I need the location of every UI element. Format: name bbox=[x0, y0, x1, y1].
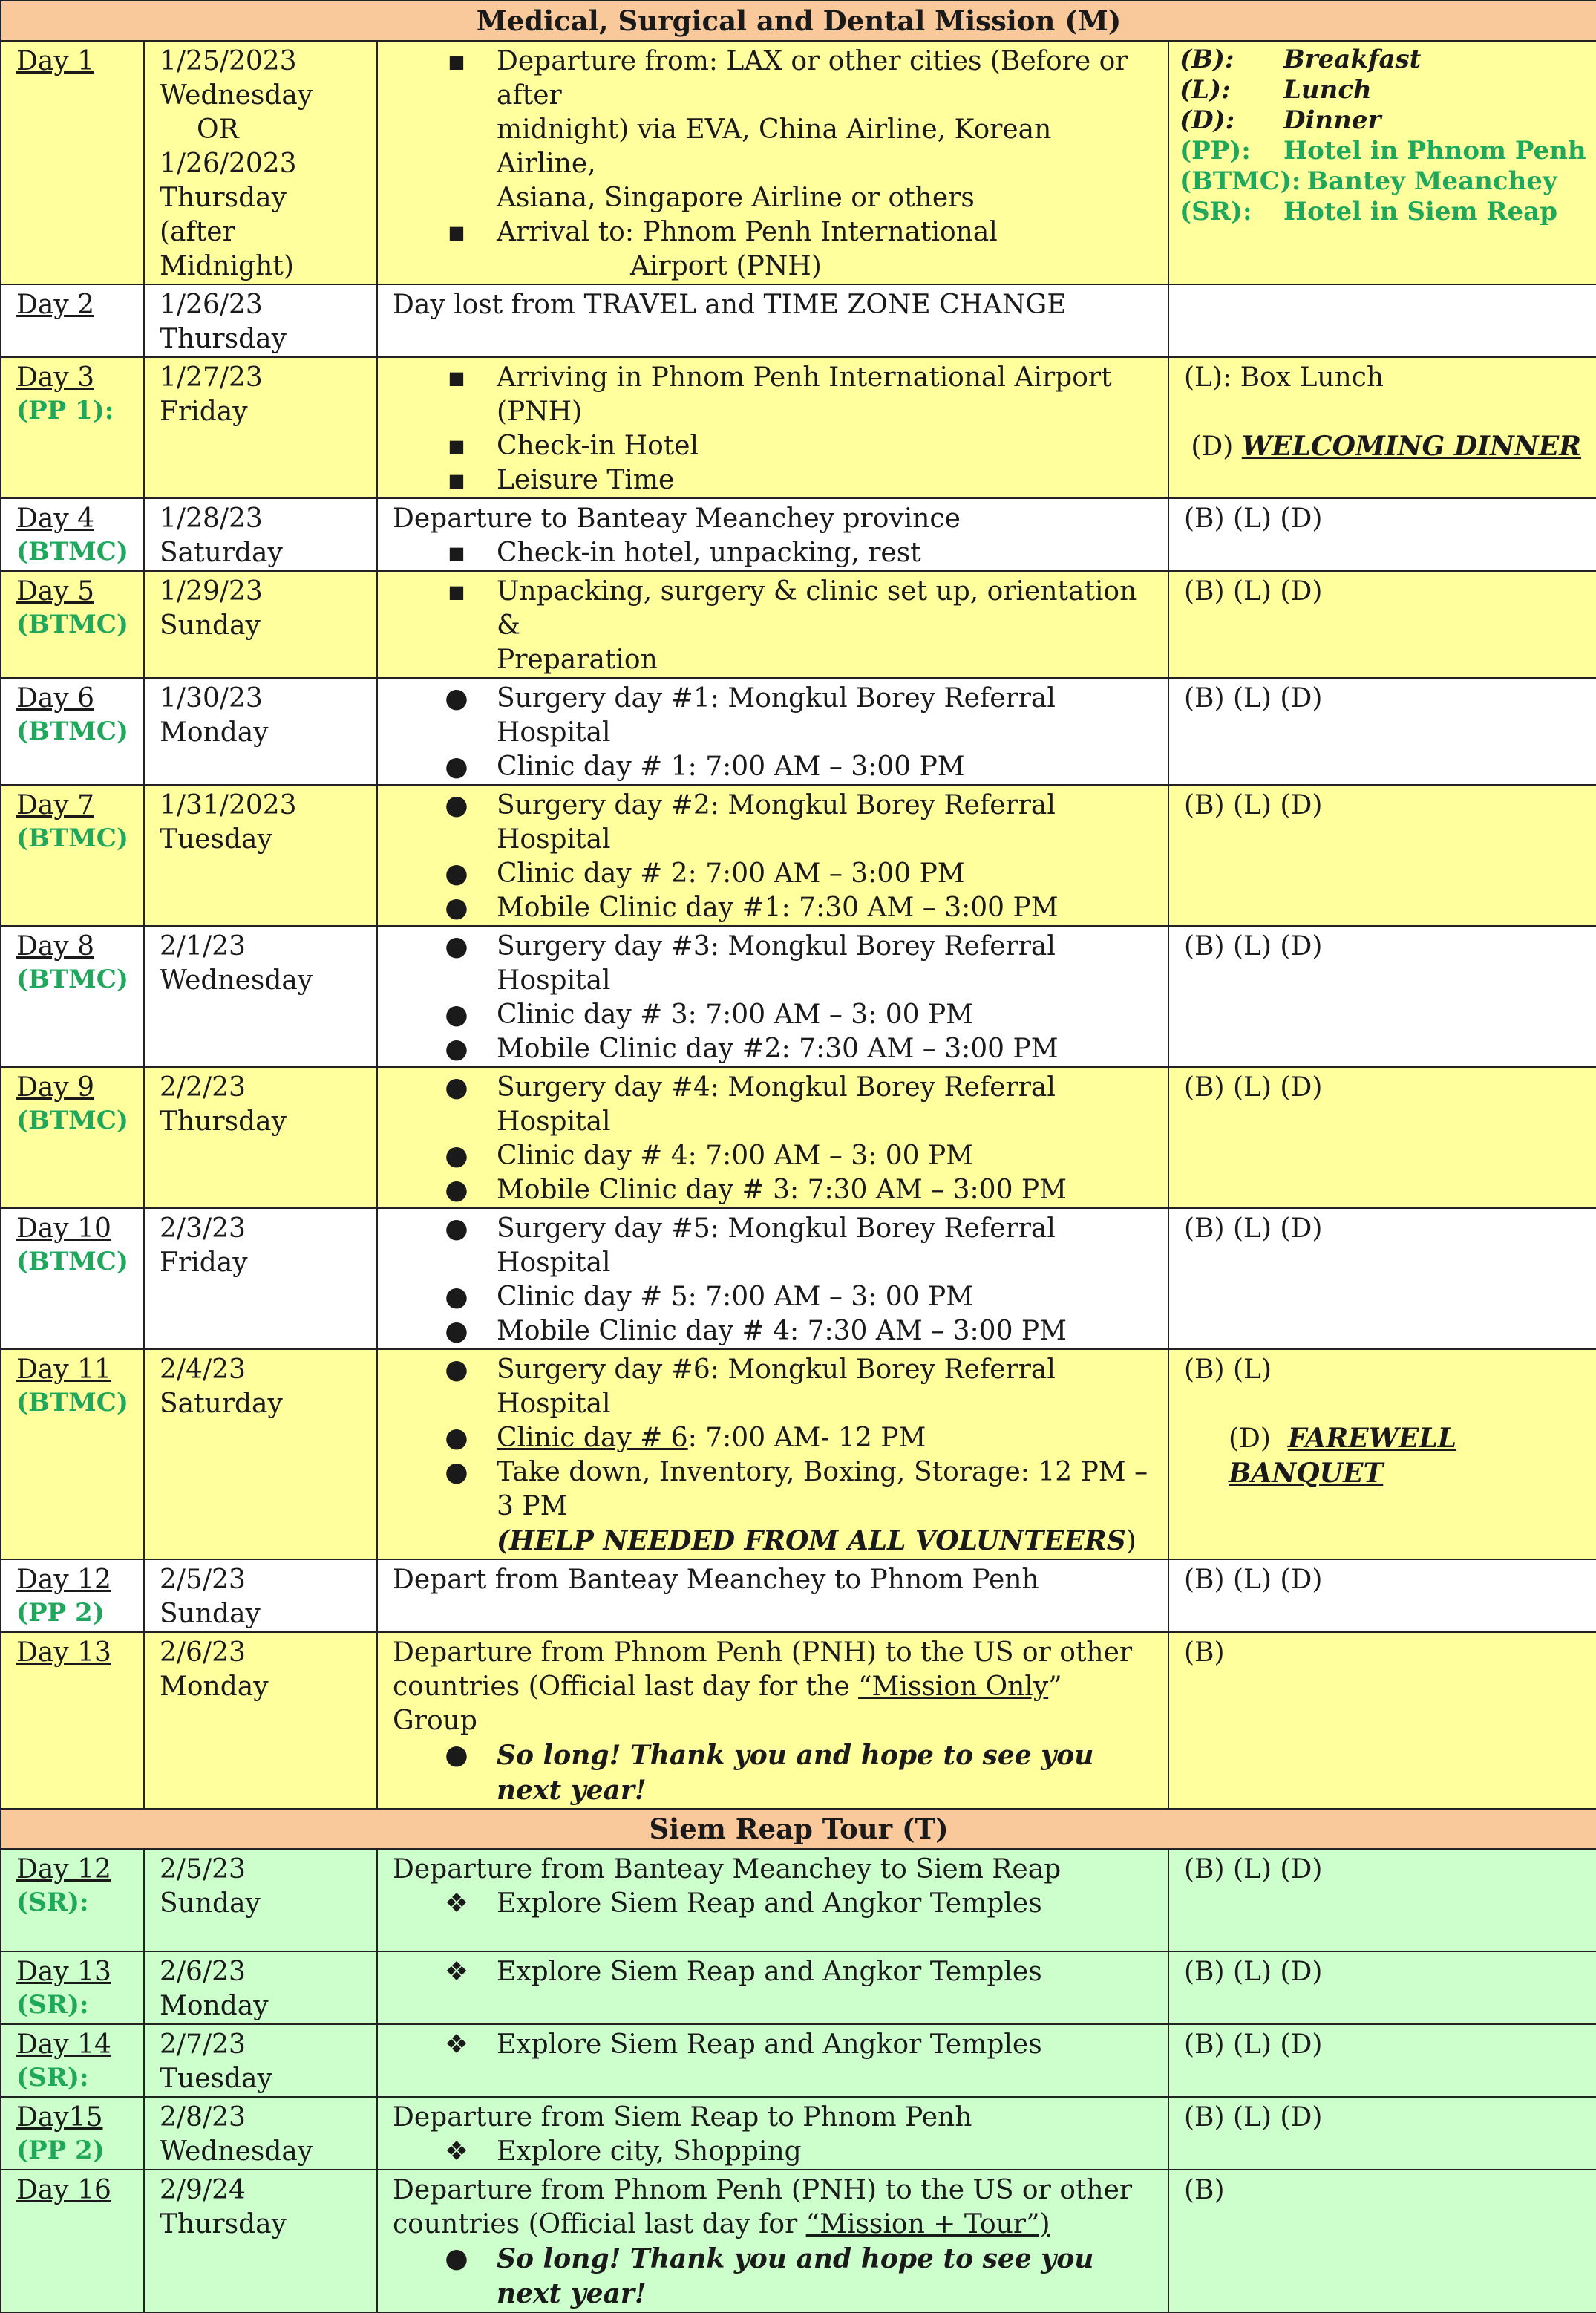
day-label: Day 13 bbox=[16, 1637, 111, 1668]
day-label: Day 16 bbox=[16, 2175, 111, 2205]
dot-bullet-icon: ● bbox=[445, 931, 468, 962]
dot-bullet-icon: ● bbox=[445, 1316, 468, 1346]
table-row: Day 16 2/9/24 Thursday Departure from Phnom Penh (PNH) to the US or other countries (Official last day for “Mission + Tour”) ● So long! Thank you and hope to see you next year! (B) bbox=[1, 2170, 1596, 2312]
meals: (B) (L) (D) bbox=[1184, 1213, 1323, 1244]
table-row: Day 10 (BTMC) 2/3/23 Friday ● Surgery day #5: Mongkul Borey Referral Hospital ● Clinic day # 5: 7:00 AM – 3: 00 PM ● Mobile Clinic day # 4: 7:30 AM – 3:00 PM (B) (L) (D) bbox=[1, 1208, 1596, 1349]
meals: (B) (L) bbox=[1184, 1354, 1272, 1385]
square-bullet-icon: ■ bbox=[448, 368, 465, 388]
legend-lunch: (L): Lunch bbox=[1180, 75, 1372, 105]
legend-btmc: (BTMC): Bantey Meanchey bbox=[1180, 166, 1557, 196]
table-row: Day 2 1/26/23 Thursday Day lost from TRAVEL and TIME ZONE CHANGE bbox=[1, 284, 1596, 357]
location-tag: (PP 2) bbox=[16, 2136, 105, 2165]
activity-list bbox=[393, 1955, 1153, 1989]
activity-text: Departure from Phnom Penh (PNH) to the US or other bbox=[393, 2175, 1133, 2205]
square-bullet-icon: ■ bbox=[448, 581, 465, 602]
table-row: Day 12 (PP 2) 2/5/23 Sunday Depart from Banteay Meanchey to Phnom Penh (B) (L) (D) bbox=[1, 1559, 1596, 1632]
list-item: ● Surgery day #4: Mongkul Borey Referral Hospital bbox=[393, 1071, 1153, 1139]
day-label: Day 11 bbox=[16, 1354, 111, 1385]
square-bullet-icon: ■ bbox=[448, 543, 465, 564]
activity-text: countries (Official last day for “Mission + Tour”) bbox=[393, 2209, 1050, 2239]
table-row: Day 11 (BTMC) 2/4/23 Saturday ● Surgery day #6: Mongkul Borey Referral Hospital ● Clinic day # 6: 7:00 AM- 12 PM ● Take down, Inventory, Boxing, Storage: 12 PM – 3 PM (HELP NEEDED FROM ALL VOLUNTEERS) (B) (L) (D) FAREWELL BANQUET bbox=[1, 1349, 1596, 1559]
activity-list bbox=[393, 2135, 1153, 2169]
date: 1/25/2023 bbox=[160, 46, 297, 76]
table-row: Day 6 (BTMC) 1/30/23 Monday ● Surgery day #1: Mongkul Borey Referral Hospital ● Clinic day # 1: 7:00 AM – 3:00 PM (B) (L) (D) bbox=[1, 678, 1596, 785]
meals: (B) (L) (D) bbox=[1184, 2029, 1323, 2060]
meals: (B) bbox=[1184, 1637, 1225, 1668]
dot-bullet-icon: ● bbox=[445, 751, 468, 782]
dot-bullet-icon: ● bbox=[445, 1354, 468, 1385]
day-label: Day 5 bbox=[16, 576, 95, 607]
dot-bullet-icon: ● bbox=[445, 683, 468, 714]
location-tag: (SR): bbox=[16, 1888, 89, 1917]
location-tag: (SR): bbox=[16, 2063, 89, 2092]
dot-bullet-icon: ● bbox=[445, 790, 468, 821]
day-label: Day 2 bbox=[16, 290, 95, 320]
table-row: Day 9 (BTMC) 2/2/23 Thursday ● Surgery day #4: Mongkul Borey Referral Hospital ● Clinic day # 4: 7:00 AM – 3: 00 PM ● Mobile Clinic day # 3: 7:30 AM – 3:00 PM (B) (L) (D) bbox=[1, 1067, 1596, 1208]
location-tag: (SR): bbox=[16, 1990, 89, 2020]
dot-bullet-icon: ● bbox=[445, 999, 468, 1030]
activity-list bbox=[393, 536, 1153, 570]
activity-list bbox=[393, 930, 1153, 1066]
table-row: Day 12 (SR): 2/5/23 Sunday Departure from Banteay Meanchey to Siem Reap ❖ Explore Siem Reap and Angkor Temples (B) (L) (D) bbox=[1, 1849, 1596, 1951]
meals: (L): Box Lunch bbox=[1184, 362, 1384, 393]
welcoming-dinner: (D) WELCOMING DINNER bbox=[1191, 431, 1582, 462]
meals: (B) (L) (D) bbox=[1184, 503, 1323, 534]
day-label: Day 12 bbox=[16, 1854, 111, 1885]
day-label: Day 3 bbox=[16, 362, 95, 393]
list-item: ● Clinic day # 3: 7:00 AM – 3: 00 PM bbox=[393, 998, 1153, 1032]
meals: (B) (L) (D) bbox=[1184, 2102, 1323, 2133]
location-tag: (BTMC) bbox=[16, 965, 128, 994]
activity-list bbox=[393, 789, 1153, 925]
meals: (B) bbox=[1184, 2175, 1225, 2205]
location-tag: (PP 1): bbox=[16, 396, 114, 425]
activity-list bbox=[393, 2242, 1153, 2312]
dot-bullet-icon: ● bbox=[445, 1175, 468, 1205]
dot-bullet-icon: ● bbox=[445, 1282, 468, 1312]
activity-list bbox=[393, 361, 1153, 497]
date: 1/26/2023 bbox=[160, 149, 297, 179]
day-label: Day 14 bbox=[16, 2029, 111, 2060]
dot-bullet-icon: ● bbox=[445, 1141, 468, 1171]
list-item: ● Take down, Inventory, Boxing, Storage: 12 PM – 3 PM bbox=[393, 1455, 1153, 1524]
square-bullet-icon: ■ bbox=[448, 222, 465, 243]
table-row: Day 14 (SR): 2/7/23 Tuesday ❖ Explore Siem Reap and Angkor Temples (B) (L) (D) bbox=[1, 2024, 1596, 2097]
table-row: Day 4 (BTMC) 1/28/23 Saturday Departure to Banteay Meanchey province ■ Check-in hotel, unpacking, rest (B) (L) (D) bbox=[1, 498, 1596, 571]
meals: (B) (L) (D) bbox=[1184, 1854, 1323, 1885]
list-item: ● So long! Thank you and hope to see you next year! bbox=[393, 1738, 1153, 1808]
activity-list bbox=[393, 575, 1153, 677]
activity-list bbox=[393, 45, 1153, 284]
activity-text: Departure from Phnom Penh (PNH) to the US or other bbox=[393, 1637, 1133, 1668]
weekday: Wednesday bbox=[160, 80, 313, 111]
list-item: ■ Leisure Time bbox=[393, 463, 1153, 497]
date-note: (after Midnight) bbox=[160, 217, 294, 281]
activity-list bbox=[393, 682, 1153, 784]
list-item: ● Mobile Clinic day #1: 7:30 AM – 3:00 PM bbox=[393, 891, 1153, 925]
activity-text: Depart from Banteay Meanchey to Phnom Penh bbox=[393, 1565, 1039, 1595]
day-label: Day15 bbox=[16, 2102, 103, 2133]
activity-text: Departure from Banteay Meanchey to Siem Reap bbox=[393, 1854, 1062, 1885]
square-bullet-icon: ■ bbox=[448, 436, 465, 457]
square-bullet-icon: ■ bbox=[448, 470, 465, 491]
legend-sr: (SR): Hotel in Siem Reap bbox=[1180, 197, 1557, 226]
meals: (B) (L) (D) bbox=[1184, 1072, 1323, 1103]
list-item: ❖ Explore city, Shopping bbox=[393, 2135, 1153, 2169]
location-tag: (BTMC) bbox=[16, 717, 128, 746]
meals: (B) (L) (D) bbox=[1184, 576, 1323, 607]
dot-bullet-icon: ● bbox=[445, 1457, 468, 1487]
activity-text: Departure from Siem Reap to Phnom Penh bbox=[393, 2102, 972, 2133]
list-item: ● Surgery day #1: Mongkul Borey Referral Hospital bbox=[393, 682, 1153, 750]
day-label: Day 8 bbox=[16, 931, 95, 962]
dot-bullet-icon: ● bbox=[445, 893, 468, 923]
activity-text: Day lost from TRAVEL and TIME ZONE CHANGE bbox=[393, 290, 1067, 320]
list-item: Airport (PNH) bbox=[630, 251, 822, 281]
list-item: (HELP NEEDED FROM ALL VOLUNTEERS) bbox=[497, 1525, 1137, 1556]
list-item: ■ Check-in Hotel bbox=[393, 429, 1153, 463]
dot-bullet-icon: ● bbox=[445, 858, 468, 889]
list-item: ● Mobile Clinic day #2: 7:30 AM – 3:00 PM bbox=[393, 1032, 1153, 1066]
list-item: ● Surgery day #3: Mongkul Borey Referral Hospital bbox=[393, 930, 1153, 998]
list-item: Preparation bbox=[497, 645, 658, 675]
legend-breakfast: (B): Breakfast bbox=[1180, 45, 1422, 74]
diamond-bullet-icon: ❖ bbox=[444, 2029, 469, 2060]
location-tag: (BTMC) bbox=[16, 610, 128, 639]
list-item: ● Clinic day # 5: 7:00 AM – 3: 00 PM bbox=[393, 1280, 1153, 1314]
activity-list bbox=[393, 1212, 1153, 1348]
meals: (B) (L) (D) bbox=[1184, 683, 1323, 714]
meals: (B) (L) (D) bbox=[1184, 931, 1323, 962]
location-tag: (BTMC) bbox=[16, 537, 128, 567]
mission-header: Medical, Surgical and Dental Mission (M) bbox=[1, 1, 1596, 41]
tour-header: Siem Reap Tour (T) bbox=[1, 1809, 1596, 1849]
dot-bullet-icon: ● bbox=[445, 1072, 468, 1103]
list-item: ● So long! Thank you and hope to see you next year! bbox=[393, 2242, 1153, 2312]
dot-bullet-icon: ● bbox=[445, 1034, 468, 1064]
diamond-bullet-icon: ❖ bbox=[444, 2136, 469, 2167]
list-item: ● Surgery day #5: Mongkul Borey Referral Hospital bbox=[393, 1212, 1153, 1280]
activity-list bbox=[393, 1071, 1153, 1207]
activity-list bbox=[393, 1738, 1153, 1808]
day-label: Day 12 bbox=[16, 1565, 111, 1595]
list-item: ● Clinic day # 4: 7:00 AM – 3: 00 PM bbox=[393, 1139, 1153, 1173]
meals: (B) (L) (D) bbox=[1184, 790, 1323, 821]
location-tag: (BTMC) bbox=[16, 1247, 128, 1276]
list-item: ❖ Explore Siem Reap and Angkor Temples bbox=[393, 2028, 1153, 2062]
list-item: ■ Departure from: LAX or other cities (Before or after bbox=[393, 45, 1153, 113]
activity-text: Departure to Banteay Meanchey province bbox=[393, 503, 961, 534]
list-item: ■ Unpacking, surgery & clinic set up, orientation & bbox=[393, 575, 1153, 643]
table-row: Day15 (PP 2) 2/8/23 Wednesday Departure from Siem Reap to Phnom Penh ❖ Explore city, Shopping (B) (L) (D) bbox=[1, 2097, 1596, 2170]
list-item: midnight) via EVA, China Airline, Korean Airline, bbox=[497, 114, 1052, 179]
activity-list bbox=[393, 1353, 1153, 1559]
day-label: Day 1 bbox=[16, 46, 95, 76]
table-row bbox=[1, 41, 1596, 284]
day-label: Day 4 bbox=[16, 503, 95, 534]
activity-list bbox=[393, 2028, 1153, 2062]
table-row: Day 3 (PP 1): 1/27/23 Friday ■ Arriving in Phnom Penh International Airport (PNH) ■ Check-in Hotel ■ Leisure Time (L): Box Lunch (D) WELCOMING DINNER bbox=[1, 357, 1596, 498]
list-item: ● Clinic day # 1: 7:00 AM – 3:00 PM bbox=[393, 750, 1153, 784]
list-item: ■ Check-in hotel, unpacking, rest bbox=[393, 536, 1153, 570]
activity-list bbox=[393, 1887, 1153, 1921]
diamond-bullet-icon: ❖ bbox=[444, 1957, 469, 1987]
list-item: ● Mobile Clinic day # 3: 7:30 AM – 3:00 PM bbox=[393, 1173, 1153, 1207]
dot-bullet-icon: ● bbox=[445, 1423, 468, 1453]
list-item: Asiana, Singapore Airline or others bbox=[497, 183, 975, 213]
table-row: Day 13 2/6/23 Monday Departure from Phnom Penh (PNH) to the US or other countries (Official last day for the “Mission Only” Group ● So long! Thank you and hope to see you next year! (B) bbox=[1, 1632, 1596, 1809]
table-row: Day 7 (BTMC) 1/31/2023 Tuesday ● Surgery day #2: Mongkul Borey Referral Hospital ● Clinic day # 2: 7:00 AM – 3:00 PM ● Mobile Clinic day #1: 7:30 AM – 3:00 PM (B) (L) (D) bbox=[1, 785, 1596, 926]
meals: (B) (L) (D) bbox=[1184, 1565, 1323, 1595]
day-label: Day 7 bbox=[16, 790, 95, 821]
square-bullet-icon: ■ bbox=[448, 51, 465, 72]
day-label: Day 9 bbox=[16, 1072, 95, 1103]
list-item: ■ Arrival to: Phnom Penh International bbox=[393, 215, 1153, 249]
location-tag: (BTMC) bbox=[16, 1106, 128, 1135]
farewell-banquet: (D) FAREWELL BANQUET bbox=[1229, 1423, 1457, 1489]
list-item: ● Mobile Clinic day # 4: 7:30 AM – 3:00 PM bbox=[393, 1314, 1153, 1348]
weekday: Thursday bbox=[160, 183, 287, 213]
list-item: ● Surgery day #2: Mongkul Borey Referral Hospital bbox=[393, 789, 1153, 857]
list-item: ❖ Explore Siem Reap and Angkor Temples bbox=[393, 1887, 1153, 1921]
table-row: Day 8 (BTMC) 2/1/23 Wednesday ● Surgery day #3: Mongkul Borey Referral Hospital ● Clinic day # 3: 7:00 AM – 3: 00 PM ● Mobile Clinic day #2: 7:30 AM – 3:00 PM (B) (L) (D) bbox=[1, 926, 1596, 1067]
list-item: ● Surgery day #6: Mongkul Borey Referral Hospital bbox=[393, 1353, 1153, 1421]
dot-bullet-icon: ● bbox=[445, 1740, 468, 1770]
legend-dinner: (D): Dinner bbox=[1180, 105, 1381, 135]
dot-bullet-icon: ● bbox=[445, 2243, 468, 2274]
list-item: ■ Arriving in Phnom Penh International Airport (PNH) bbox=[393, 361, 1153, 429]
table-row: Day 5 (BTMC) 1/29/23 Sunday ■ Unpacking, surgery & clinic set up, orientation & Preparation (B) (L) (D) bbox=[1, 571, 1596, 678]
diamond-bullet-icon: ❖ bbox=[444, 1888, 469, 1919]
activity-text: countries (Official last day for the “Mission Only” Group bbox=[393, 1671, 1062, 1736]
location-tag: (BTMC) bbox=[16, 1388, 128, 1418]
location-tag: (BTMC) bbox=[16, 823, 128, 853]
list-item: ● Clinic day # 6: 7:00 AM- 12 PM bbox=[393, 1421, 1153, 1455]
legend-pp: (PP): Hotel in Phnom Penh bbox=[1180, 136, 1586, 166]
table-row: Day 13 (SR): 2/6/23 Monday ❖ Explore Siem Reap and Angkor Temples (B) (L) (D) bbox=[1, 1951, 1596, 2024]
day-label: Day 10 bbox=[16, 1213, 111, 1244]
list-item: ● Clinic day # 2: 7:00 AM – 3:00 PM bbox=[393, 857, 1153, 891]
day-label: Day 6 bbox=[16, 683, 95, 714]
meals: (B) (L) (D) bbox=[1184, 1957, 1323, 1987]
or-label: OR bbox=[197, 114, 239, 145]
list-item: ❖ Explore Siem Reap and Angkor Temples bbox=[393, 1955, 1153, 1989]
dot-bullet-icon: ● bbox=[445, 1213, 468, 1244]
day-label: Day 13 bbox=[16, 1957, 111, 1987]
location-tag: (PP 2) bbox=[16, 1598, 105, 1628]
